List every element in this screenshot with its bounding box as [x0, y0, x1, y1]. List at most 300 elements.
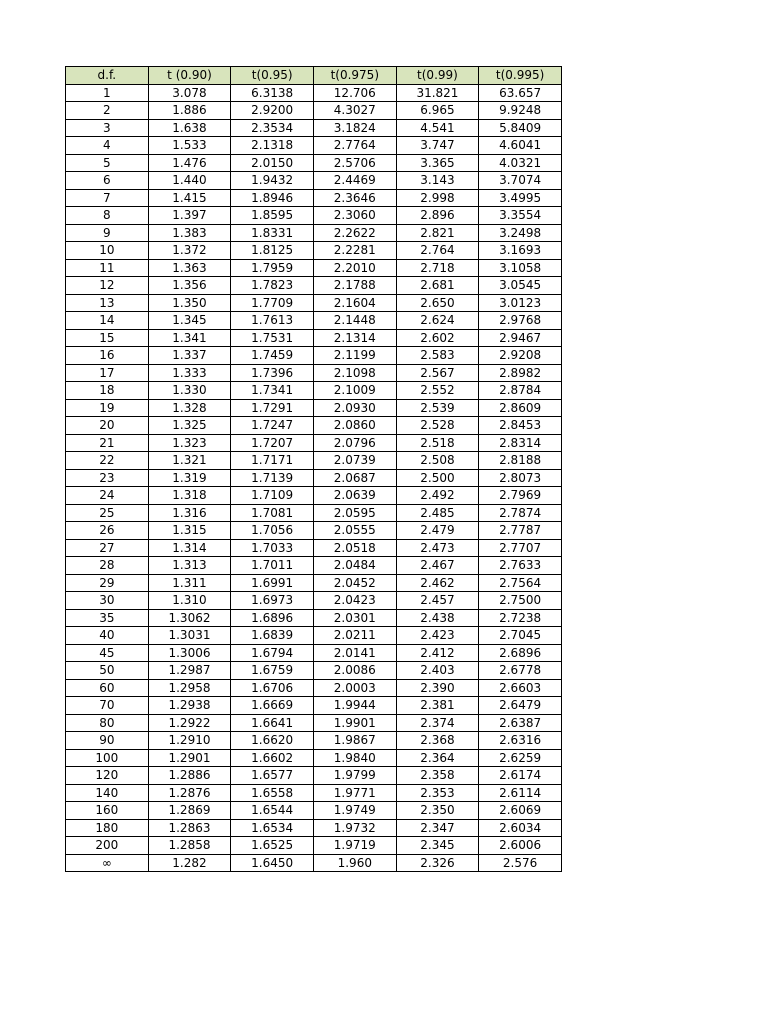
table-row [66, 312, 562, 330]
cell-t099: 2.485 [396, 504, 479, 522]
cell-t0975: 2.2281 [313, 242, 396, 260]
cell-df: 30 [66, 592, 149, 610]
cell-t0995: 2.8609 [479, 399, 562, 417]
table-row [66, 84, 562, 102]
cell-t0975: 2.1098 [313, 364, 396, 382]
cell-t099: 2.479 [396, 522, 479, 540]
cell-t099: 2.473 [396, 539, 479, 557]
cell-t099: 2.381 [396, 697, 479, 715]
cell-df: 13 [66, 294, 149, 312]
cell-t090: 1.325 [148, 417, 231, 435]
cell-t090: 1.397 [148, 207, 231, 225]
cell-t0975: 2.0930 [313, 399, 396, 417]
cell-t095: 1.6577 [231, 767, 314, 785]
cell-t099: 2.528 [396, 417, 479, 435]
table-row [66, 207, 562, 225]
cell-t0975: 1.9749 [313, 802, 396, 820]
cell-t0975: 2.3060 [313, 207, 396, 225]
cell-t0975: 2.2622 [313, 224, 396, 242]
cell-t099: 2.457 [396, 592, 479, 610]
table-row [66, 627, 562, 645]
table-row [66, 802, 562, 820]
cell-t0995: 3.1058 [479, 259, 562, 277]
cell-df: 4 [66, 137, 149, 155]
cell-t0975: 1.9901 [313, 714, 396, 732]
cell-t0975: 2.0003 [313, 679, 396, 697]
cell-t0975: 2.0141 [313, 644, 396, 662]
cell-t0975: 1.9867 [313, 732, 396, 750]
table-row [66, 242, 562, 260]
cell-t099: 31.821 [396, 84, 479, 102]
cell-t099: 2.345 [396, 837, 479, 855]
cell-t099: 2.423 [396, 627, 479, 645]
cell-t0995: 2.8784 [479, 382, 562, 400]
cell-t0975: 1.9732 [313, 819, 396, 837]
cell-t095: 1.7823 [231, 277, 314, 295]
table-row [66, 189, 562, 207]
cell-t090: 1.318 [148, 487, 231, 505]
cell-t0995: 2.6114 [479, 784, 562, 802]
cell-t0975: 2.0595 [313, 504, 396, 522]
column-header-t0975: t(0.975) [313, 67, 396, 85]
cell-t0975: 2.1199 [313, 347, 396, 365]
cell-t0975: 2.0687 [313, 469, 396, 487]
table-row [66, 119, 562, 137]
cell-df: 200 [66, 837, 149, 855]
cell-t0975: 2.7764 [313, 137, 396, 155]
cell-t099: 2.326 [396, 854, 479, 872]
cell-df: 25 [66, 504, 149, 522]
cell-t090: 1.2886 [148, 767, 231, 785]
table-row [66, 609, 562, 627]
table-row [66, 399, 562, 417]
column-header-df: d.f. [66, 67, 149, 85]
cell-t099: 2.350 [396, 802, 479, 820]
table-row [66, 749, 562, 767]
table-row [66, 347, 562, 365]
cell-t0995: 2.7500 [479, 592, 562, 610]
cell-t095: 1.7171 [231, 452, 314, 470]
cell-t090: 1.2863 [148, 819, 231, 837]
cell-t0995: 3.0545 [479, 277, 562, 295]
cell-t0995: 3.2498 [479, 224, 562, 242]
table-row [66, 417, 562, 435]
table-row [66, 259, 562, 277]
cell-t0995: 2.9768 [479, 312, 562, 330]
table-row [66, 837, 562, 855]
cell-t0995: 2.6479 [479, 697, 562, 715]
cell-df: 35 [66, 609, 149, 627]
cell-t095: 1.6991 [231, 574, 314, 592]
cell-t0995: 2.8073 [479, 469, 562, 487]
cell-t0995: 2.7707 [479, 539, 562, 557]
cell-t0995: 2.8982 [479, 364, 562, 382]
cell-t090: 1.886 [148, 102, 231, 120]
cell-t099: 2.552 [396, 382, 479, 400]
cell-t095: 1.8946 [231, 189, 314, 207]
table-row [66, 154, 562, 172]
cell-t095: 1.6669 [231, 697, 314, 715]
t-distribution-table [65, 66, 562, 872]
cell-t0995: 2.7564 [479, 574, 562, 592]
cell-t099: 2.602 [396, 329, 479, 347]
cell-df: 60 [66, 679, 149, 697]
cell-t099: 2.462 [396, 574, 479, 592]
cell-t099: 2.364 [396, 749, 479, 767]
cell-df: 26 [66, 522, 149, 540]
cell-t090: 1.350 [148, 294, 231, 312]
cell-t095: 1.7341 [231, 382, 314, 400]
cell-df: 9 [66, 224, 149, 242]
cell-df: 12 [66, 277, 149, 295]
cell-t095: 1.7139 [231, 469, 314, 487]
cell-t099: 2.821 [396, 224, 479, 242]
cell-t0995: 3.7074 [479, 172, 562, 190]
cell-t090: 1.345 [148, 312, 231, 330]
cell-t090: 1.282 [148, 854, 231, 872]
cell-t090: 1.330 [148, 382, 231, 400]
cell-df: 2 [66, 102, 149, 120]
table-row [66, 819, 562, 837]
cell-t090: 1.383 [148, 224, 231, 242]
table-row [66, 522, 562, 540]
cell-t099: 2.508 [396, 452, 479, 470]
table-row [66, 224, 562, 242]
cell-t0975: 2.1314 [313, 329, 396, 347]
cell-t0975: 1.9719 [313, 837, 396, 855]
cell-t090: 1.341 [148, 329, 231, 347]
cell-t0995: 2.6069 [479, 802, 562, 820]
cell-t095: 1.7033 [231, 539, 314, 557]
cell-df: 14 [66, 312, 149, 330]
cell-t095: 1.7247 [231, 417, 314, 435]
cell-t0975: 2.3646 [313, 189, 396, 207]
cell-df: 10 [66, 242, 149, 260]
table-row [66, 854, 562, 872]
cell-t099: 2.438 [396, 609, 479, 627]
cell-t099: 2.539 [396, 399, 479, 417]
cell-t0975: 1.9771 [313, 784, 396, 802]
cell-df: 140 [66, 784, 149, 802]
cell-t095: 1.7709 [231, 294, 314, 312]
table-row [66, 784, 562, 802]
table-header-row [66, 67, 562, 85]
cell-df: 120 [66, 767, 149, 785]
cell-t095: 1.6544 [231, 802, 314, 820]
cell-df: 7 [66, 189, 149, 207]
table-row [66, 102, 562, 120]
table-row [66, 662, 562, 680]
cell-df: 180 [66, 819, 149, 837]
cell-t0995: 2.8188 [479, 452, 562, 470]
cell-t0995: 2.6603 [479, 679, 562, 697]
table-row [66, 469, 562, 487]
cell-t090: 1.476 [148, 154, 231, 172]
cell-t090: 1.2858 [148, 837, 231, 855]
cell-t0995: 2.6316 [479, 732, 562, 750]
cell-t095: 1.6759 [231, 662, 314, 680]
table-row [66, 277, 562, 295]
cell-t095: 1.6602 [231, 749, 314, 767]
cell-df: 40 [66, 627, 149, 645]
cell-t099: 2.500 [396, 469, 479, 487]
cell-t090: 1.337 [148, 347, 231, 365]
cell-t0995: 2.6174 [479, 767, 562, 785]
cell-t095: 1.7459 [231, 347, 314, 365]
table-row [66, 679, 562, 697]
cell-t099: 3.365 [396, 154, 479, 172]
cell-t0975: 2.0518 [313, 539, 396, 557]
cell-t0975: 2.4469 [313, 172, 396, 190]
cell-df: 22 [66, 452, 149, 470]
cell-t090: 1.314 [148, 539, 231, 557]
cell-t0995: 2.7633 [479, 557, 562, 575]
cell-t0975: 2.0555 [313, 522, 396, 540]
table-row [66, 137, 562, 155]
cell-df: 15 [66, 329, 149, 347]
cell-t090: 1.356 [148, 277, 231, 295]
cell-t095: 1.6706 [231, 679, 314, 697]
cell-t095: 2.9200 [231, 102, 314, 120]
table-row [66, 557, 562, 575]
cell-t095: 1.6794 [231, 644, 314, 662]
cell-t090: 1.533 [148, 137, 231, 155]
table-row [66, 172, 562, 190]
cell-t099: 2.412 [396, 644, 479, 662]
cell-t0995: 4.0321 [479, 154, 562, 172]
cell-t0995: 2.6034 [479, 819, 562, 837]
cell-t090: 1.415 [148, 189, 231, 207]
cell-t0995: 2.7874 [479, 504, 562, 522]
cell-t095: 6.3138 [231, 84, 314, 102]
cell-t095: 1.6525 [231, 837, 314, 855]
cell-t099: 2.681 [396, 277, 479, 295]
cell-t095: 1.8331 [231, 224, 314, 242]
cell-t0975: 2.0739 [313, 452, 396, 470]
table-row [66, 452, 562, 470]
cell-t0995: 9.9248 [479, 102, 562, 120]
cell-t0975: 3.1824 [313, 119, 396, 137]
cell-t095: 1.7291 [231, 399, 314, 417]
cell-t099: 2.896 [396, 207, 479, 225]
cell-t099: 2.467 [396, 557, 479, 575]
cell-t099: 2.492 [396, 487, 479, 505]
cell-t0975: 2.5706 [313, 154, 396, 172]
cell-t095: 1.7396 [231, 364, 314, 382]
cell-t095: 1.8595 [231, 207, 314, 225]
cell-t099: 2.358 [396, 767, 479, 785]
cell-df: 20 [66, 417, 149, 435]
cell-t090: 1.328 [148, 399, 231, 417]
cell-df: 16 [66, 347, 149, 365]
table-row [66, 294, 562, 312]
cell-df: 28 [66, 557, 149, 575]
cell-t095: 1.7207 [231, 434, 314, 452]
table-row [66, 697, 562, 715]
cell-t095: 1.7613 [231, 312, 314, 330]
cell-t0975: 1.960 [313, 854, 396, 872]
table-row [66, 504, 562, 522]
cell-t090: 1.3006 [148, 644, 231, 662]
cell-t0995: 5.8409 [479, 119, 562, 137]
cell-t099: 2.567 [396, 364, 479, 382]
cell-t095: 1.8125 [231, 242, 314, 260]
table-row [66, 382, 562, 400]
cell-t090: 1.638 [148, 119, 231, 137]
cell-t0995: 2.6259 [479, 749, 562, 767]
cell-t0975: 2.0484 [313, 557, 396, 575]
cell-t0995: 2.9208 [479, 347, 562, 365]
cell-t090: 1.363 [148, 259, 231, 277]
cell-t099: 2.650 [396, 294, 479, 312]
cell-t0975: 2.0423 [313, 592, 396, 610]
cell-t090: 1.2910 [148, 732, 231, 750]
cell-t095: 1.7531 [231, 329, 314, 347]
table-row [66, 574, 562, 592]
cell-t090: 1.2922 [148, 714, 231, 732]
cell-t0995: 3.4995 [479, 189, 562, 207]
cell-t0995: 2.7045 [479, 627, 562, 645]
cell-t099: 2.998 [396, 189, 479, 207]
cell-df: 18 [66, 382, 149, 400]
cell-t099: 3.747 [396, 137, 479, 155]
cell-t0975: 2.0860 [313, 417, 396, 435]
cell-t095: 1.6558 [231, 784, 314, 802]
cell-df: 17 [66, 364, 149, 382]
cell-t0995: 3.3554 [479, 207, 562, 225]
cell-t0975: 2.0301 [313, 609, 396, 627]
cell-t090: 1.315 [148, 522, 231, 540]
cell-t090: 1.321 [148, 452, 231, 470]
cell-t0975: 12.706 [313, 84, 396, 102]
cell-t0975: 1.9944 [313, 697, 396, 715]
cell-df: 160 [66, 802, 149, 820]
cell-t090: 1.2987 [148, 662, 231, 680]
cell-df: 19 [66, 399, 149, 417]
cell-t0995: 2.9467 [479, 329, 562, 347]
cell-t0975: 2.0211 [313, 627, 396, 645]
column-header-t090: t (0.90) [148, 67, 231, 85]
cell-t0995: 2.8453 [479, 417, 562, 435]
cell-t0975: 1.9799 [313, 767, 396, 785]
table-body [66, 84, 562, 872]
cell-t090: 1.323 [148, 434, 231, 452]
cell-df: 11 [66, 259, 149, 277]
table-row [66, 644, 562, 662]
cell-t095: 1.7056 [231, 522, 314, 540]
cell-t099: 2.403 [396, 662, 479, 680]
cell-t099: 2.764 [396, 242, 479, 260]
cell-t099: 6.965 [396, 102, 479, 120]
cell-t095: 1.6641 [231, 714, 314, 732]
cell-df: 100 [66, 749, 149, 767]
cell-df: 3 [66, 119, 149, 137]
cell-t099: 2.583 [396, 347, 479, 365]
cell-t0975: 2.1604 [313, 294, 396, 312]
cell-t095: 1.9432 [231, 172, 314, 190]
cell-t0995: 4.6041 [479, 137, 562, 155]
cell-t0975: 2.0796 [313, 434, 396, 452]
cell-df: 1 [66, 84, 149, 102]
column-header-t0995: t(0.995) [479, 67, 562, 85]
cell-df: 23 [66, 469, 149, 487]
cell-t095: 2.1318 [231, 137, 314, 155]
cell-t0995: 2.7787 [479, 522, 562, 540]
cell-t0995: 2.6387 [479, 714, 562, 732]
cell-t0995: 2.6896 [479, 644, 562, 662]
cell-t0995: 3.1693 [479, 242, 562, 260]
cell-t099: 2.518 [396, 434, 479, 452]
cell-t0995: 2.7969 [479, 487, 562, 505]
cell-t095: 1.7109 [231, 487, 314, 505]
cell-t090: 1.2938 [148, 697, 231, 715]
cell-t090: 1.372 [148, 242, 231, 260]
table-row [66, 539, 562, 557]
table-row [66, 732, 562, 750]
cell-t090: 1.313 [148, 557, 231, 575]
cell-t095: 1.6534 [231, 819, 314, 837]
table-row [66, 434, 562, 452]
cell-df: ∞ [66, 854, 149, 872]
cell-t090: 1.3031 [148, 627, 231, 645]
cell-t0975: 2.0639 [313, 487, 396, 505]
cell-df: 70 [66, 697, 149, 715]
cell-df: 29 [66, 574, 149, 592]
cell-t0975: 1.9840 [313, 749, 396, 767]
cell-t095: 1.7959 [231, 259, 314, 277]
cell-t099: 2.353 [396, 784, 479, 802]
table-row [66, 592, 562, 610]
cell-t099: 4.541 [396, 119, 479, 137]
cell-t095: 1.6620 [231, 732, 314, 750]
cell-t095: 1.7081 [231, 504, 314, 522]
cell-t090: 3.078 [148, 84, 231, 102]
cell-df: 24 [66, 487, 149, 505]
cell-t0995: 2.6006 [479, 837, 562, 855]
cell-t095: 1.6839 [231, 627, 314, 645]
cell-t095: 2.0150 [231, 154, 314, 172]
cell-t0975: 2.0452 [313, 574, 396, 592]
cell-t090: 1.2876 [148, 784, 231, 802]
cell-t090: 1.2901 [148, 749, 231, 767]
cell-t095: 1.6973 [231, 592, 314, 610]
cell-t0995: 2.7238 [479, 609, 562, 627]
cell-t099: 2.368 [396, 732, 479, 750]
column-header-t099: t(0.99) [396, 67, 479, 85]
cell-t0995: 2.576 [479, 854, 562, 872]
cell-t0995: 63.657 [479, 84, 562, 102]
cell-t0975: 2.0086 [313, 662, 396, 680]
column-header-t095: t(0.95) [231, 67, 314, 85]
cell-t090: 1.319 [148, 469, 231, 487]
cell-t090: 1.2869 [148, 802, 231, 820]
cell-t090: 1.333 [148, 364, 231, 382]
cell-t0995: 3.0123 [479, 294, 562, 312]
table-row [66, 487, 562, 505]
cell-t0975: 2.1009 [313, 382, 396, 400]
cell-t099: 2.374 [396, 714, 479, 732]
cell-t0975: 2.1788 [313, 277, 396, 295]
cell-t090: 1.316 [148, 504, 231, 522]
cell-t090: 1.310 [148, 592, 231, 610]
cell-t090: 1.3062 [148, 609, 231, 627]
cell-df: 80 [66, 714, 149, 732]
table-row [66, 364, 562, 382]
cell-t099: 2.347 [396, 819, 479, 837]
cell-t0995: 2.6778 [479, 662, 562, 680]
cell-t0975: 2.1448 [313, 312, 396, 330]
cell-t099: 3.143 [396, 172, 479, 190]
